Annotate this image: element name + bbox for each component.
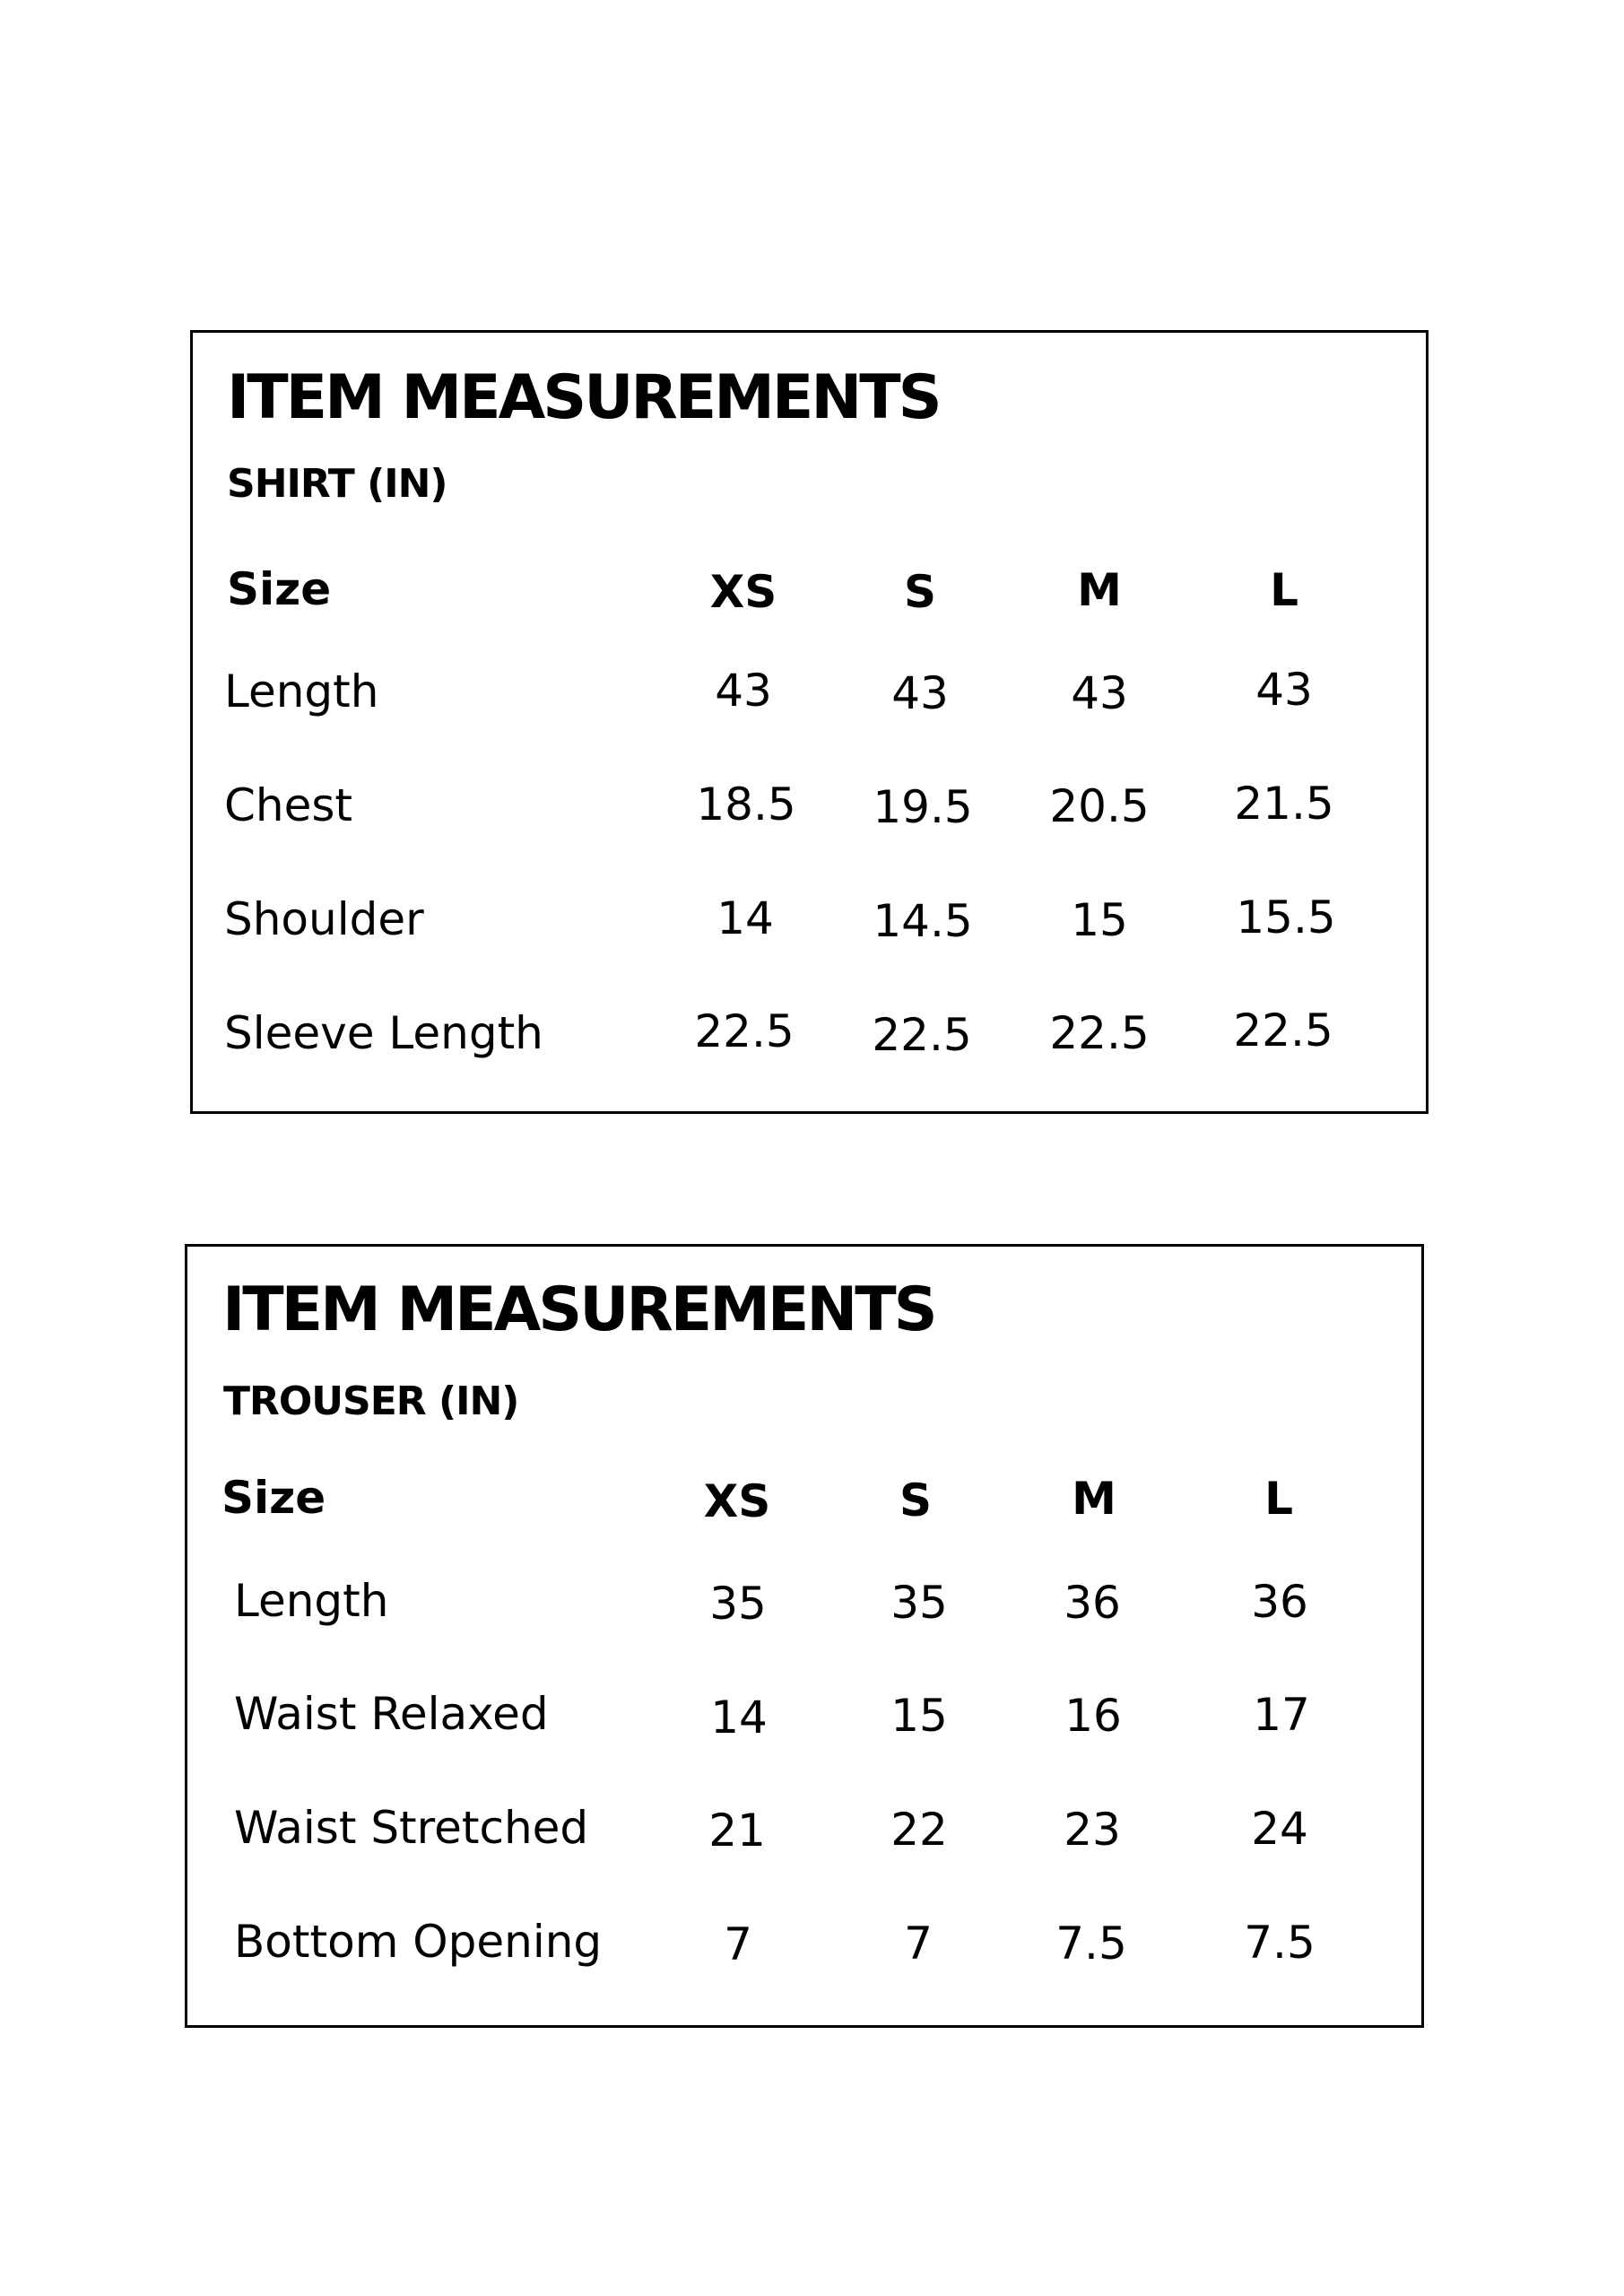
trouser-cell: 24 (1251, 1803, 1308, 1855)
shirt-size-xs: XS (709, 566, 777, 618)
shirt-cell: 21.5 (1234, 778, 1334, 830)
trouser-cell: 21 (708, 1805, 766, 1857)
shirt-cell: 15.5 (1236, 891, 1336, 944)
shirt-cell: 20.5 (1049, 780, 1150, 832)
shirt-cell: 18.5 (696, 778, 796, 831)
trouser-size-m: M (1072, 1473, 1116, 1525)
shirt-table-subtitle: SHIRT (IN) (227, 461, 447, 507)
trouser-cell: 23 (1064, 1804, 1121, 1856)
shirt-table-title: ITEM MEASUREMENTS (227, 362, 940, 433)
trouser-cell: 14 (710, 1692, 768, 1744)
trouser-row-label: Length (234, 1575, 389, 1627)
shirt-cell: 19.5 (873, 781, 973, 833)
trouser-cell: 7.5 (1244, 1917, 1316, 1969)
shirt-row-label: Shoulder (224, 893, 424, 945)
shirt-cell: 22.5 (1049, 1007, 1150, 1059)
shirt-cell: 43 (1071, 667, 1128, 719)
shirt-row-label: Chest (224, 779, 353, 831)
trouser-cell: 15 (890, 1690, 948, 1742)
trouser-cell: 7.5 (1055, 1918, 1127, 1970)
shirt-cell: 15 (1071, 894, 1128, 946)
shirt-cell: 22.5 (872, 1009, 972, 1061)
shirt-cell: 22.5 (694, 1005, 795, 1057)
shirt-size-header: Size (227, 563, 332, 615)
trouser-cell: 16 (1064, 1690, 1122, 1742)
trouser-cell: 22 (890, 1804, 948, 1856)
trouser-table-subtitle: TROUSER (IN) (223, 1378, 519, 1424)
shirt-cell: 22.5 (1233, 1004, 1333, 1057)
trouser-size-s: S (899, 1474, 933, 1526)
shirt-row-label: Sleeve Length (224, 1007, 543, 1059)
trouser-size-xs: XS (703, 1475, 771, 1527)
trouser-row-label: Bottom Opening (234, 1916, 603, 1968)
trouser-cell: 17 (1253, 1689, 1310, 1741)
shirt-cell: 43 (715, 665, 772, 717)
trouser-cell: 35 (890, 1577, 948, 1629)
trouser-cell: 7 (724, 1918, 752, 1970)
trouser-row-label: Waist Relaxed (234, 1688, 549, 1740)
shirt-cell: 14 (716, 892, 774, 944)
trouser-size-header: Size (221, 1472, 326, 1524)
trouser-cell: 36 (1064, 1577, 1121, 1629)
trouser-size-l: L (1264, 1473, 1293, 1525)
shirt-measurements-table (190, 330, 1429, 1114)
shirt-cell: 14.5 (873, 895, 973, 947)
trouser-cell: 36 (1251, 1576, 1308, 1628)
shirt-size-l: L (1270, 564, 1298, 616)
shirt-size-s: S (903, 566, 937, 618)
trouser-cell: 7 (904, 1918, 933, 1970)
trouser-row-label: Waist Stretched (234, 1802, 589, 1854)
shirt-row-label: Length (224, 665, 379, 718)
shirt-cell: 43 (1255, 664, 1313, 716)
trouser-cell: 35 (709, 1578, 767, 1630)
shirt-cell: 43 (891, 667, 949, 719)
shirt-size-m: M (1077, 564, 1122, 616)
trouser-measurements-table (185, 1244, 1424, 2028)
trouser-table-title: ITEM MEASUREMENTS (222, 1274, 935, 1345)
